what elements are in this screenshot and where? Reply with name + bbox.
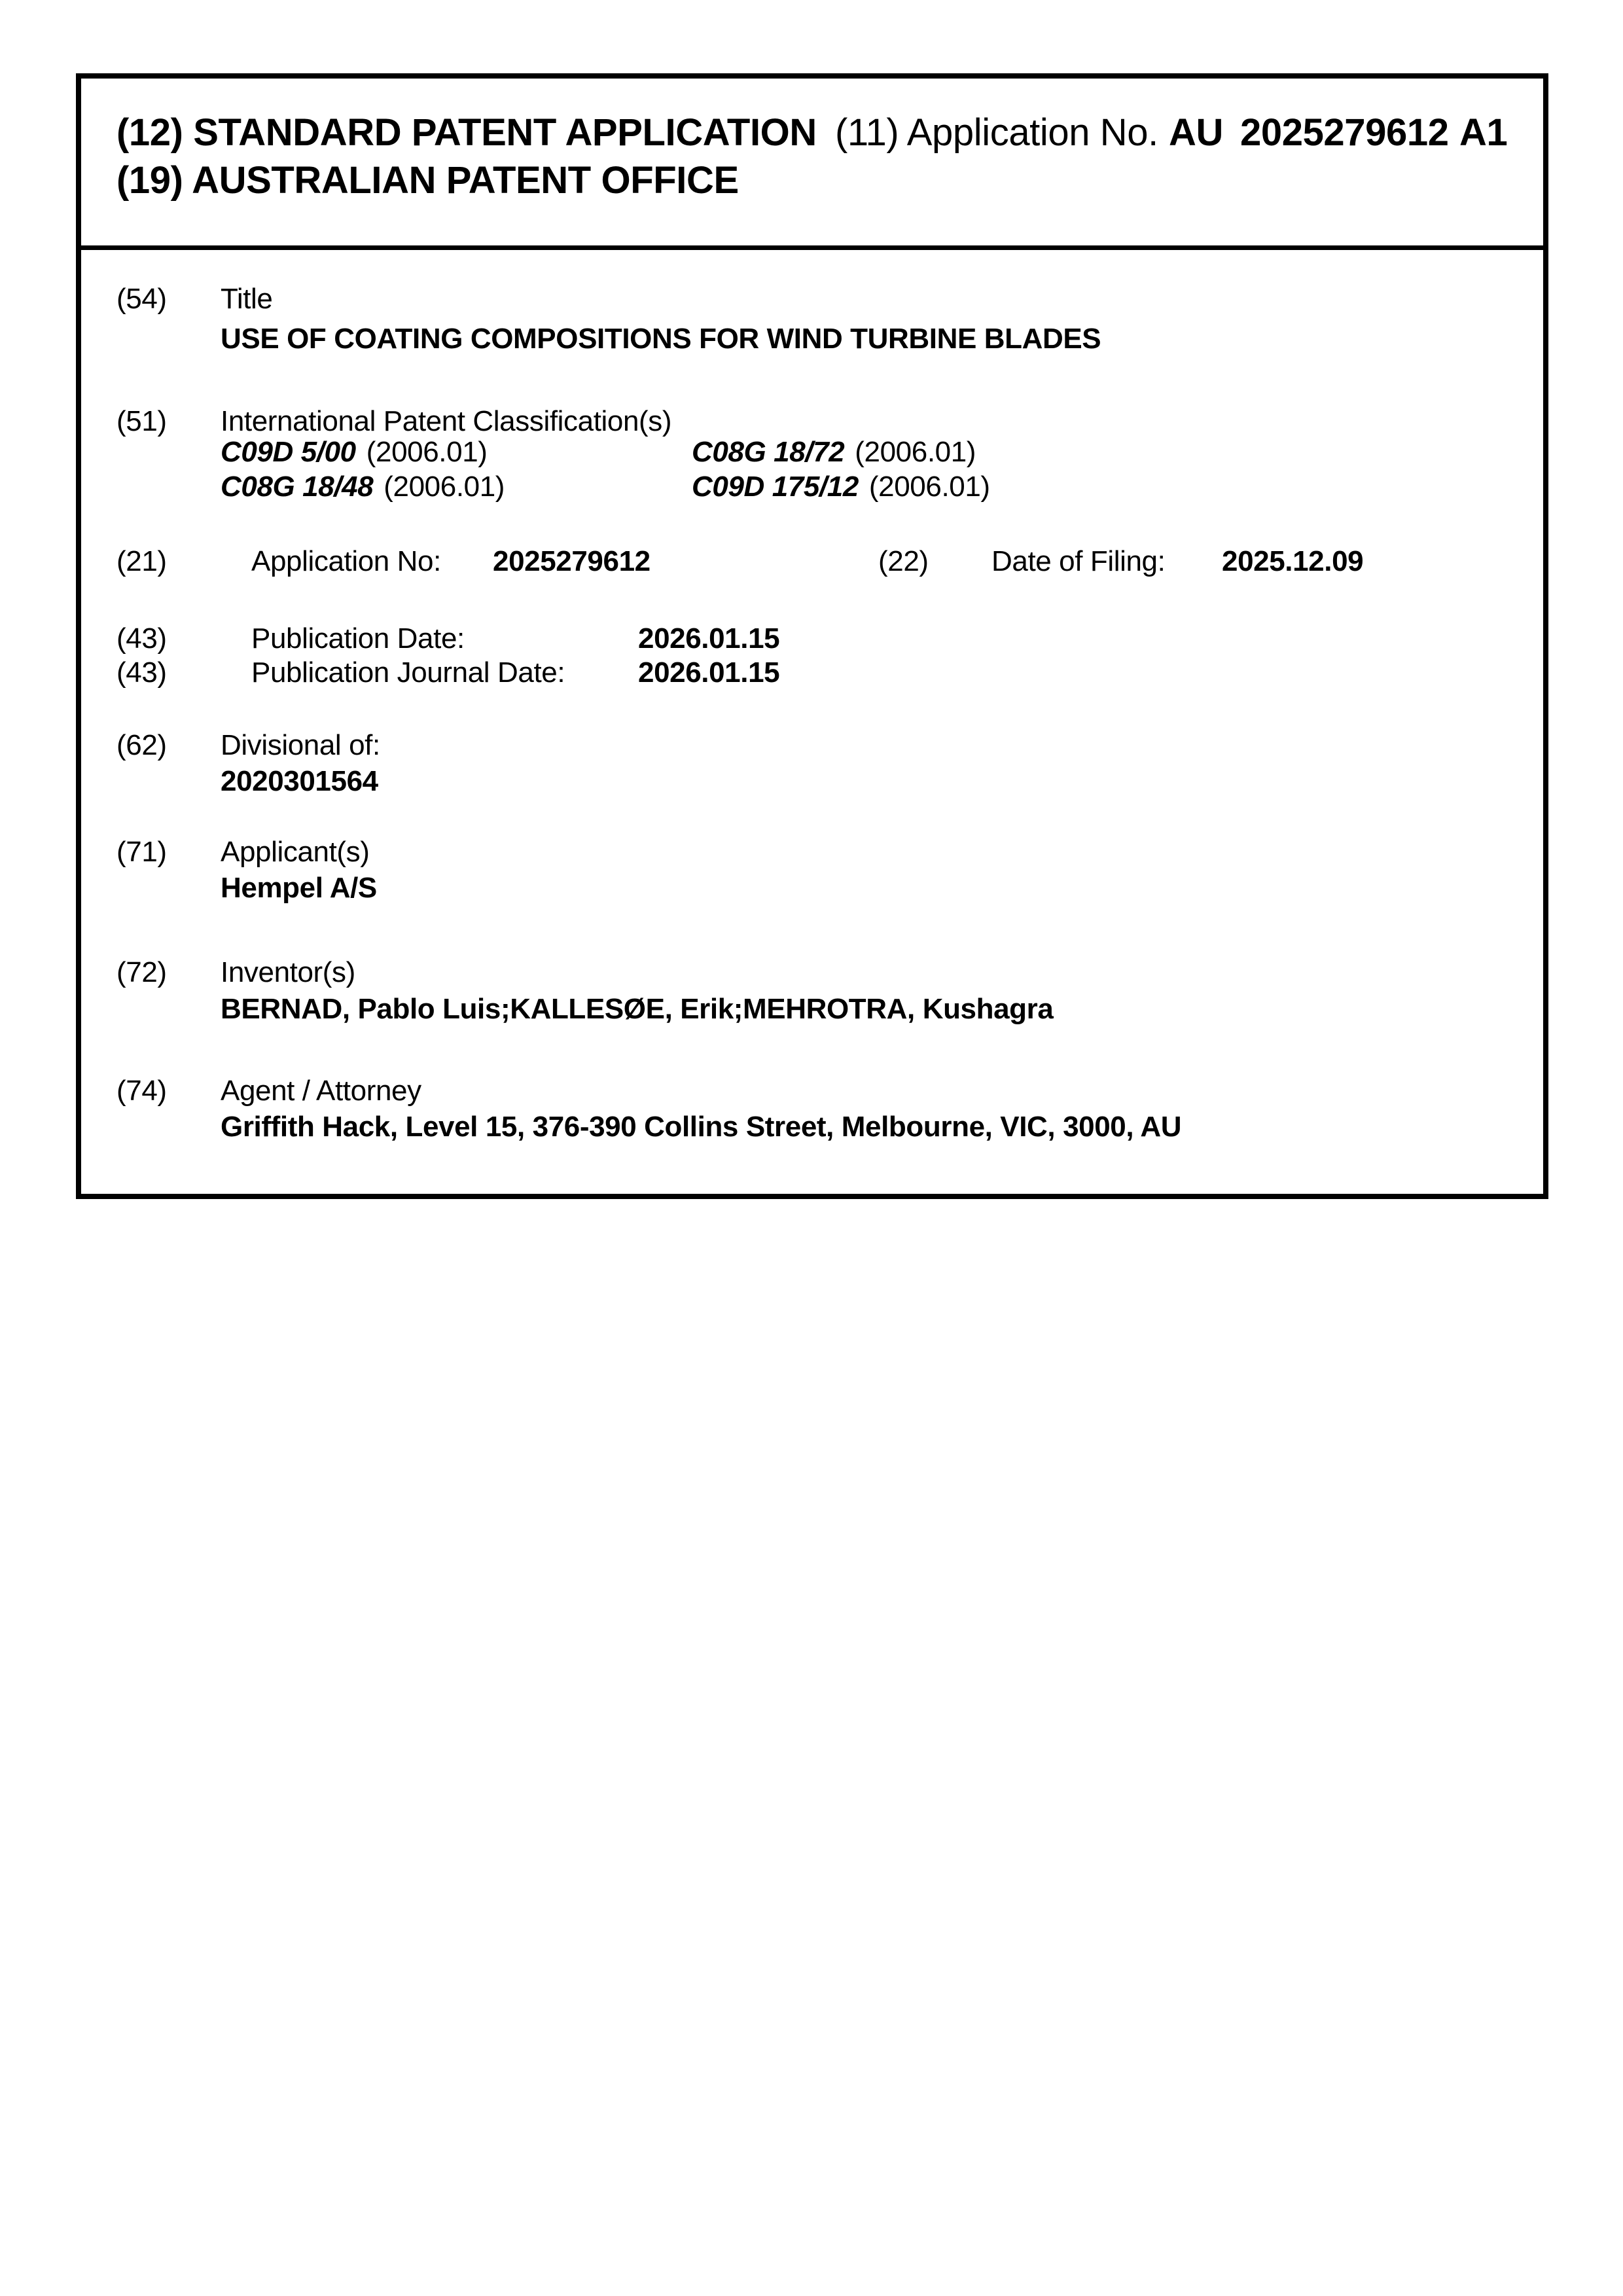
filing-section-number: (22) [878, 545, 929, 577]
publication-date-section-number: (43) [116, 622, 167, 655]
ipc-entry [221, 437, 488, 468]
application-no-label: (11) Application No. [835, 111, 1158, 154]
agent-section-label: Agent / Attorney [221, 1075, 421, 1107]
title-section-number: (54) [116, 283, 167, 315]
ipc-code: C08G 18/72 [692, 436, 845, 468]
publication-journal-date-label: Publication Journal Date: [251, 656, 565, 689]
inventor-section-label: Inventor(s) [221, 956, 355, 988]
filing-date-value: 2025.12.09 [1222, 545, 1364, 577]
ipc-entry [692, 471, 990, 503]
ipc-year: (2006.01) [868, 471, 990, 503]
publication-date-label: Publication Date: [251, 622, 465, 655]
applicant-section-label: Applicant(s) [221, 836, 370, 868]
divisional-section-number: (62) [116, 729, 167, 761]
title-section-label: Title [221, 283, 273, 315]
applicant-name-value: Hempel A/S [221, 872, 377, 904]
divisional-section-label: Divisional of: [221, 729, 380, 761]
application-no-kind: A1 [1459, 111, 1508, 154]
invention-title: USE OF COATING COMPOSITIONS FOR WIND TURBINE BLADES [221, 323, 1101, 355]
ipc-section-number: (51) [116, 405, 167, 437]
ipc-section-label: International Patent Classification(s) [221, 405, 672, 437]
ipc-code: C08G 18/48 [221, 471, 374, 503]
doc-type-line: (12) STANDARD PATENT APPLICATION [116, 111, 817, 154]
ipc-year: (2006.01) [383, 471, 505, 503]
ipc-entry [221, 471, 505, 503]
application-no-country: AU [1169, 111, 1223, 154]
office-line: (19) AUSTRALIAN PATENT OFFICE [116, 159, 739, 202]
publication-journal-date-value: 2026.01.15 [638, 656, 780, 689]
agent-section-number: (74) [116, 1075, 167, 1107]
ipc-code: C09D 175/12 [692, 471, 859, 503]
application-section-label: Application No: [251, 545, 441, 577]
inventor-section-number: (72) [116, 956, 167, 988]
publication-date-value: 2026.01.15 [638, 622, 780, 655]
filing-section-label: Date of Filing: [991, 545, 1166, 577]
application-section-number: (21) [116, 545, 167, 577]
inventor-names-value: BERNAD, Pablo Luis;KALLESØE, Erik;MEHROTRA, Kushagra [221, 993, 1054, 1025]
application-number-value: 2025279612 [493, 545, 651, 577]
agent-address-value: Griffith Hack, Level 15, 376-390 Collins Street, Melbourne, VIC, 3000, AU [221, 1111, 1182, 1143]
header-separator-line [76, 245, 1548, 250]
ipc-entry [692, 437, 976, 468]
divisional-parent-value: 2020301564 [221, 765, 378, 797]
applicant-section-number: (71) [116, 836, 167, 868]
ipc-year: (2006.01) [366, 436, 488, 468]
application-no-number: 2025279612 [1240, 111, 1449, 154]
publication-journal-date-section-number: (43) [116, 656, 167, 689]
ipc-code: C09D 5/00 [221, 436, 356, 468]
ipc-year: (2006.01) [855, 436, 976, 468]
